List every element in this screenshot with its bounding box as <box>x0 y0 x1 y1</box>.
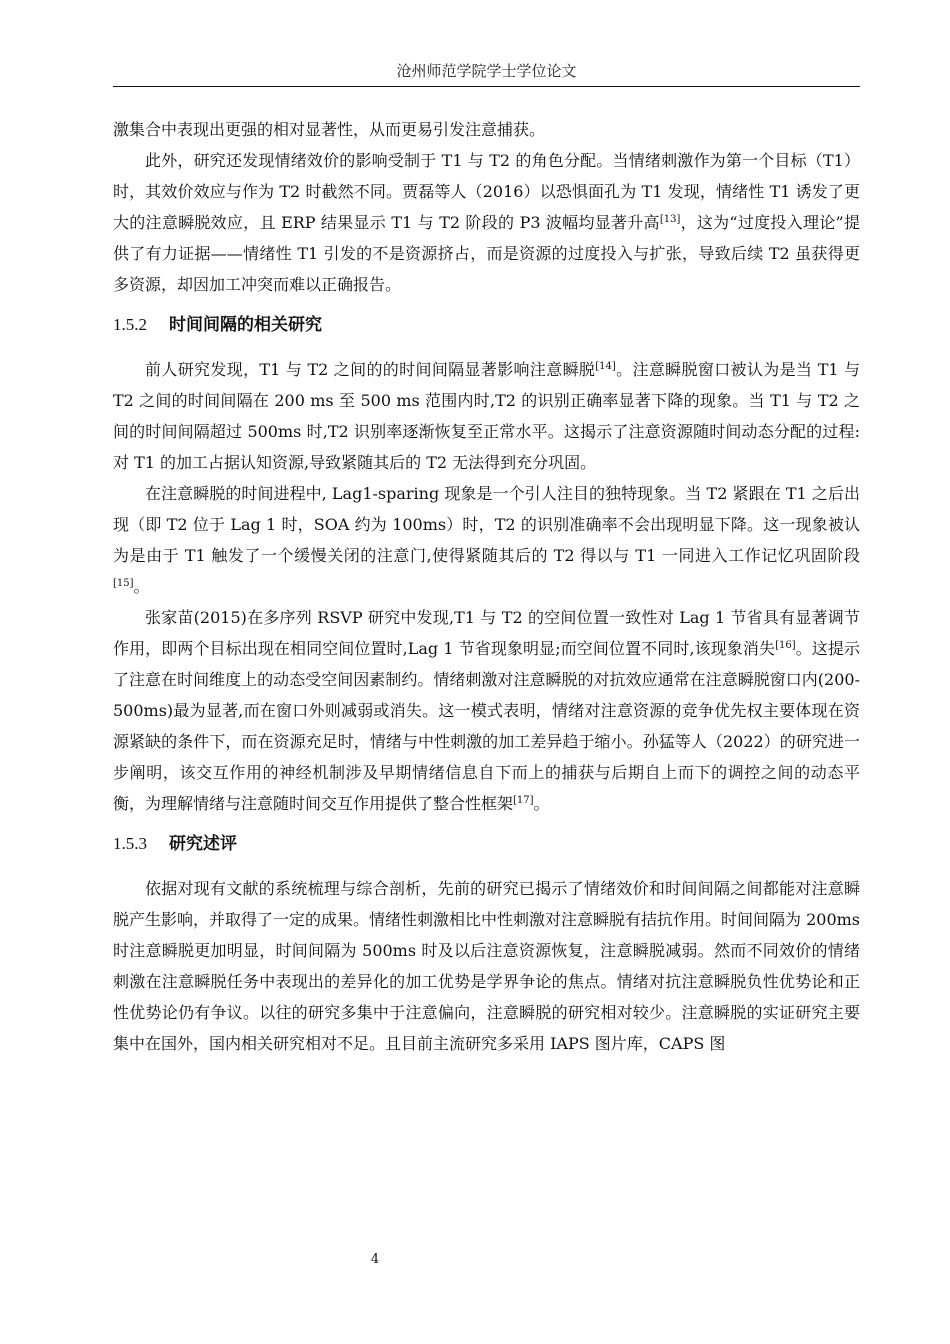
paragraph <box>113 602 860 819</box>
paragraph-text: 此外，研究还发现情绪效价的影响受制于 T1 与 T2 的角色分配。当情绪刺激作为第一个目标（T1）时，其效价效应与作为 T2 时截然不同。贾磊等人（2016）以恐惧面孔为 T1 发现，情绪性 T1 诱发了更大的注意瞬脱效应，且 ERP 结果显示 T1 与 T2 阶段的 P3 波幅均显著升高 <box>113 151 860 232</box>
paragraph <box>113 478 860 602</box>
section-number: 1.5.3 <box>113 834 147 853</box>
paragraph-text: 。注意瞬脱窗口被认为是当 T1 与 T2 之间的时间间隔在 200 ms 至 500 ms 范围内时,T2 的识别正确率显著下降的现象。当 T1 与 T2 之间的时间间隔超过 500ms 时,T2 识别率逐渐恢复至正常水平。这揭示了注意资源随时间动态分配的过程:对 T1 的加工占据认知资源,导致紧随其后的 T2 无法得到充分巩固。 <box>113 360 860 472</box>
header-title: 沧州师范学院学士学位论文 <box>396 62 577 80</box>
paragraph-text: 依据对现有文献的系统梳理与综合剖析，先前的研究已揭示了情绪效价和时间间隔之间都能对注意瞬脱产生影响，并取得了一定的成果。情绪性刺激相比中性刺激对注意瞬脱有拮抗作用。时间间隔为 200ms 时注意瞬脱更加明显，时间间隔为 500ms 时及以后注意资源恢复，注意瞬脱减弱。然而不同效价的情绪刺激在注意瞬脱任务中表现出的差异化的加工优势是学界争论的焦点。情绪对抗注意瞬脱负性优势论和正性优势论仍有争议。以往的研究多集中于注意偏向，注意瞬脱的研究相对较少。注意瞬脱的实证研究主要集中在国外，国内相关研究相对不足。且目前主流研究多采用 IAPS 图片库，CAPS 图 <box>113 879 861 1053</box>
paragraph-text: 。这提示了注意在时间维度上的动态受空间因素制约。情绪刺激对注意瞬脱的对抗效应通常在注意瞬脱窗口内(200-500ms)最为显著,而在窗口外则减弱或消失。这一模式表明，情绪对注意资源的竞争优先权主要体现在资源紧缺的条件下，而在资源充足时，情绪与中性刺激的加工差异趋于缩小。孙猛等人（2022）的研究进一步阐明，该交互作用的神经机制涉及早期情绪信息自下而上的捕获与后期自上而下的调控之间的动态平衡，为理解情绪与注意随时间交互作用提供了整合性框架 <box>113 639 860 813</box>
page-header <box>113 60 860 87</box>
paragraph <box>113 114 860 145</box>
paragraph-text: 激集合中表现出更强的相对显著性，从而更易引发注意捕获。 <box>113 120 546 139</box>
citation: [15] <box>113 578 134 589</box>
paragraph <box>113 873 860 1059</box>
paragraph-text: 。 <box>133 577 150 596</box>
paragraph-text: 张家苗(2015)在多序列 RSVP 研究中发现,T1 与 T2 的空间位置一致性对 Lag 1 节省具有显著调节作用，即两个目标出现在相同空间位置时,Lag 1 节省现象明显;而空间位置不同时,该现象消失 <box>113 608 860 658</box>
page-body <box>113 114 860 1059</box>
citation: [13] <box>659 214 681 225</box>
citation: [16] <box>775 640 796 651</box>
citation: [17] <box>513 795 534 806</box>
paragraph <box>113 145 860 300</box>
page-number: 4 <box>370 1252 380 1267</box>
paragraph-text: ，这为“过度投入理论”提供了有力证据——情绪性 T1 引发的不是资源挤占，而是资源的过度投入与扩张，导致后续 T2 虽获得更多资源，却因加工冲突而难以正确报告。 <box>113 213 860 294</box>
citation: [14] <box>595 361 616 372</box>
section-heading <box>113 829 860 859</box>
section-title: 研究述评 <box>169 834 237 854</box>
paragraph-text: 前人研究发现，T1 与 T2 之间的的时间间隔显著影响注意瞬脱 <box>145 360 596 379</box>
paragraph <box>113 354 860 478</box>
paragraph-text: 。 <box>533 794 550 813</box>
section-heading <box>113 310 860 340</box>
paragraph-text: 在注意瞬脱的时间进程中, Lag1-sparing 现象是一个引人注目的独特现象。当 T2 紧跟在 T1 之后出现（即 T2 位于 Lag 1 时，SOA 约为 100ms）时，T2 的识别准确率不会出现明显下降。这一现象被认为是由于 T1 触发了一个缓慢关闭的注意门,使得紧随其后的 T2 得以与 T1 一同进入工作记忆巩固阶段 <box>113 484 860 565</box>
section-title: 时间间隔的相关研究 <box>169 315 322 335</box>
page-footer <box>0 1252 850 1267</box>
section-number: 1.5.2 <box>113 315 147 334</box>
